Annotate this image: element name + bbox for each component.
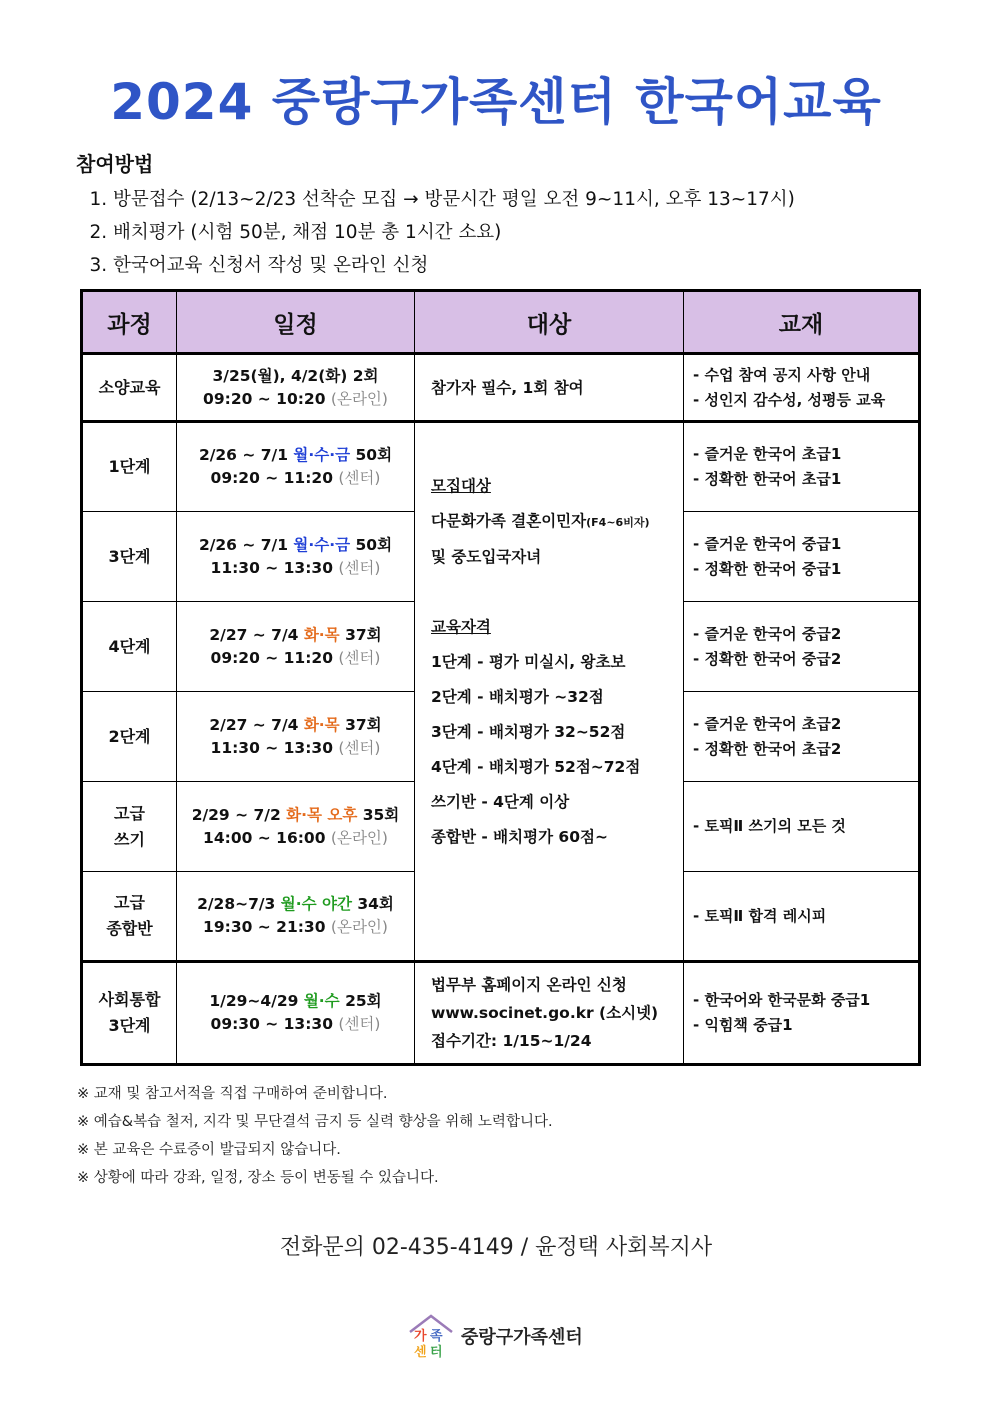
books-cell bbox=[684, 512, 920, 602]
books-cell bbox=[684, 602, 920, 692]
book-item: - 성인지 감수성, 성평등 교육 bbox=[693, 390, 886, 409]
table-row bbox=[82, 962, 920, 1065]
schedule-cell bbox=[177, 692, 415, 782]
schedule-dates bbox=[177, 624, 414, 647]
note-item: ※ 교재 및 참고서적을 직접 구매하여 준비합니다. bbox=[77, 1086, 388, 1102]
book-item: - 수업 참여 공지 사항 안내 bbox=[693, 365, 871, 384]
course-cell: 3단계 bbox=[82, 512, 177, 602]
schedule-time: 09:20 ~ 10:20 bbox=[203, 389, 326, 408]
center-logo bbox=[407, 1312, 583, 1360]
schedule-count: 25회 bbox=[345, 992, 382, 1010]
method-item: 1. 방문접수 (2/13~2/23 선착순 모집 → 방문시간 평일 오전 9~11시, 오후 13~17시) bbox=[113, 183, 795, 216]
book-item: - 익힘책 중급1 bbox=[693, 1016, 793, 1034]
schedule-mode: (센터) bbox=[338, 738, 381, 757]
schedule-time: 09:20 ~ 11:20 bbox=[210, 648, 333, 667]
logo-name: 중랑구가족센터 bbox=[461, 1327, 583, 1348]
schedule-time-line bbox=[177, 388, 414, 411]
book-item: - 토픽Ⅱ 쓰기의 모든 것 bbox=[693, 817, 846, 835]
qualification-line: 4단계 - 배치평가 52점~72점 bbox=[431, 757, 641, 776]
header-schedule: 일정 bbox=[177, 291, 415, 354]
schedule-dates bbox=[177, 990, 414, 1013]
target-line: 접수기간: 1/15~1/24 bbox=[431, 1032, 592, 1050]
course-line: 3단계 bbox=[108, 1016, 151, 1035]
schedule-days: 월·수·금 bbox=[293, 535, 351, 554]
schedule-time: 09:20 ~ 11:20 bbox=[210, 469, 333, 487]
spacer bbox=[431, 575, 683, 610]
schedule-count: 37회 bbox=[345, 625, 382, 644]
target-line: 법무부 홈페이지 온라인 신청 bbox=[431, 976, 627, 994]
recruit-visa: (F4~6비자) bbox=[586, 515, 650, 529]
books-cell bbox=[684, 354, 920, 422]
page-title: 2024 중랑구가족센터 한국어교육 bbox=[110, 73, 882, 131]
schedule-time: 11:30 ~ 13:30 bbox=[210, 558, 333, 577]
book-item: - 즐거운 한국어 초급2 bbox=[693, 714, 842, 733]
book-item: - 즐거운 한국어 중급2 bbox=[693, 624, 842, 643]
schedule-cell bbox=[177, 512, 415, 602]
schedule-days: 화·목 bbox=[303, 715, 340, 734]
qualification-line: 종합반 - 배치평가 60점~ bbox=[431, 827, 608, 846]
table-row bbox=[82, 354, 920, 422]
qualification-line: 1단계 - 평가 미실시, 왕초보 bbox=[431, 652, 626, 671]
schedule-count: 50회 bbox=[355, 535, 393, 554]
target-merged-cell bbox=[415, 422, 684, 962]
note-item: ※ 예습&복습 철저, 지각 및 무단결석 금지 등 실력 향상을 위해 노력합니다. bbox=[77, 1114, 553, 1130]
schedule-date: 2/27 ~ 7/4 bbox=[209, 625, 299, 644]
schedule-count: 50회 bbox=[355, 446, 393, 464]
schedule-mode: (센터) bbox=[338, 558, 381, 577]
course-cell: 1단계 bbox=[82, 422, 177, 512]
schedule-time: 19:30 ~ 21:30 bbox=[203, 918, 326, 936]
header-target: 대상 bbox=[415, 291, 684, 354]
note-item: ※ 상황에 따라 강좌, 일정, 장소 등이 변동될 수 있습니다. bbox=[77, 1170, 439, 1186]
schedule-time-line bbox=[177, 647, 414, 670]
course-line: 쓰기 bbox=[114, 829, 145, 849]
book-item: - 정확한 한국어 초급2 bbox=[693, 739, 842, 758]
schedule-cell bbox=[177, 602, 415, 692]
schedule-time-line bbox=[177, 557, 414, 580]
course-line: 사회통합 bbox=[98, 990, 161, 1009]
logo-mark-char: 터 bbox=[430, 1345, 443, 1360]
note-item: ※ 본 교육은 수료증이 발급되지 않습니다. bbox=[77, 1142, 341, 1158]
logo-mark-char: 센 bbox=[414, 1345, 427, 1360]
recruit-line: 및 중도입국자녀 bbox=[431, 547, 542, 566]
schedule-time-line bbox=[177, 916, 414, 939]
schedule-dates bbox=[177, 804, 414, 827]
book-item: - 정확한 한국어 중급2 bbox=[693, 649, 842, 668]
books-cell bbox=[684, 872, 920, 962]
schedule-date: 2/28~7/3 bbox=[197, 895, 276, 913]
schedule-cell bbox=[177, 354, 415, 422]
course-line: 종합반 bbox=[106, 919, 153, 938]
method-list bbox=[76, 183, 795, 282]
schedule-mode: (온라인) bbox=[330, 918, 388, 936]
qualification-line: 2단계 - 배치평가 ~32점 bbox=[431, 687, 604, 706]
book-item: - 토픽Ⅱ 합격 레시피 bbox=[693, 906, 827, 925]
book-item: - 한국어와 한국문화 중급1 bbox=[693, 991, 871, 1009]
schedule-date: 2/29 ~ 7/2 bbox=[191, 805, 281, 824]
header-course: 과정 bbox=[82, 291, 177, 354]
schedule-days: 월·수·금 bbox=[293, 446, 351, 464]
target-cell: 참가자 필수, 1회 참여 bbox=[415, 354, 684, 422]
schedule-mode: (온라인) bbox=[330, 828, 388, 847]
schedule-time-line bbox=[177, 1013, 414, 1036]
course-line: 고급 bbox=[114, 893, 145, 912]
schedule-time-line bbox=[177, 467, 414, 490]
schedule-dates bbox=[177, 534, 414, 557]
schedule-days: 화·목 bbox=[303, 625, 340, 644]
table-header-row bbox=[82, 291, 920, 354]
schedule-cell bbox=[177, 782, 415, 872]
target-cell bbox=[415, 962, 684, 1065]
schedule-cell bbox=[177, 962, 415, 1065]
schedule-date: 1/29~4/29 bbox=[209, 992, 299, 1010]
books-cell bbox=[684, 422, 920, 512]
schedule-mode: (센터) bbox=[338, 1015, 381, 1033]
course-cell bbox=[82, 872, 177, 962]
method-item: 2. 배치평가 (시험 50분, 채점 10분 총 1시간 소요) bbox=[113, 216, 795, 249]
target-line: www.socinet.go.kr (소시넷) bbox=[431, 1004, 659, 1022]
schedule-time-line bbox=[177, 737, 414, 760]
books-cell bbox=[684, 692, 920, 782]
schedule-time-line bbox=[177, 827, 414, 850]
schedule-dates: 3/25(월), 4/2(화) 2회 bbox=[212, 366, 379, 385]
schedule-mode: (센터) bbox=[338, 469, 381, 487]
schedule-table bbox=[80, 289, 921, 1066]
schedule-days: 월·수 야간 bbox=[280, 895, 352, 913]
qualification-heading: 교육자격 bbox=[431, 617, 491, 636]
course-cell bbox=[82, 962, 177, 1065]
schedule-dates bbox=[177, 893, 414, 916]
books-cell bbox=[684, 782, 920, 872]
qualification-line: 3단계 - 배치평가 32~52점 bbox=[431, 722, 626, 741]
notes bbox=[77, 1080, 553, 1192]
schedule-mode: (센터) bbox=[338, 648, 381, 667]
course-cell: 4단계 bbox=[82, 602, 177, 692]
recruit-text: 다문화가족 결혼이민자 bbox=[431, 511, 587, 530]
logo-mark-char: 족 bbox=[430, 1329, 443, 1344]
schedule-time: 11:30 ~ 13:30 bbox=[210, 738, 333, 757]
schedule-cell bbox=[177, 422, 415, 512]
book-item: - 정확한 한국어 중급1 bbox=[693, 559, 842, 578]
course-cell bbox=[82, 782, 177, 872]
contact-info: 전화문의 02-435-4149 / 윤정택 사회복지사 bbox=[279, 1235, 713, 1260]
course-cell: 2단계 bbox=[82, 692, 177, 782]
book-item: - 즐거운 한국어 중급1 bbox=[693, 534, 842, 553]
schedule-mode: (온라인) bbox=[330, 389, 388, 408]
schedule-count: 34회 bbox=[357, 895, 394, 913]
schedule-days: 화·목 오후 bbox=[286, 805, 358, 824]
house-logo-icon bbox=[407, 1312, 455, 1360]
spacer bbox=[431, 855, 683, 915]
schedule-time: 09:30 ~ 13:30 bbox=[210, 1015, 333, 1033]
books-cell bbox=[684, 962, 920, 1065]
method-heading: 참여방법 bbox=[76, 152, 154, 176]
method-item: 3. 한국어교육 신청서 작성 및 온라인 신청 bbox=[113, 249, 795, 282]
qualification-line: 쓰기반 - 4단계 이상 bbox=[431, 792, 570, 811]
logo-mark-char: 가 bbox=[414, 1329, 427, 1344]
schedule-dates bbox=[177, 714, 414, 737]
course-cell: 소양교육 bbox=[82, 354, 177, 422]
schedule-days: 월·수 bbox=[303, 992, 340, 1010]
schedule-date: 2/26 ~ 7/1 bbox=[198, 535, 288, 554]
book-item: - 즐거운 한국어 초급1 bbox=[693, 445, 842, 463]
table-row bbox=[82, 422, 920, 512]
recruit-line bbox=[431, 504, 683, 540]
schedule-date: 2/26 ~ 7/1 bbox=[198, 446, 288, 464]
schedule-cell bbox=[177, 872, 415, 962]
book-item: - 정확한 한국어 초급1 bbox=[693, 470, 842, 488]
schedule-count: 37회 bbox=[345, 715, 382, 734]
recruit-heading: 모집대상 bbox=[431, 476, 491, 495]
schedule-count: 35회 bbox=[362, 805, 400, 824]
header-books: 교재 bbox=[684, 291, 920, 354]
schedule-dates bbox=[177, 444, 414, 467]
schedule-time: 14:00 ~ 16:00 bbox=[203, 828, 326, 847]
schedule-date: 2/27 ~ 7/4 bbox=[209, 715, 299, 734]
course-line: 고급 bbox=[114, 803, 145, 823]
participation-method bbox=[76, 148, 795, 282]
